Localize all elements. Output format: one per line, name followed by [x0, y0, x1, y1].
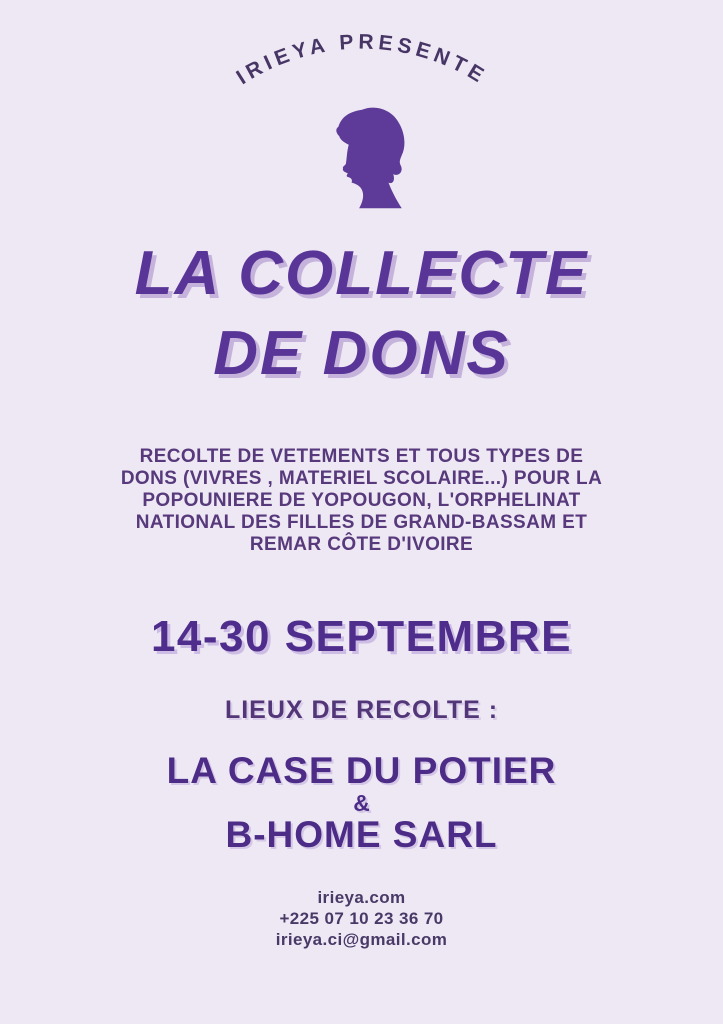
website-text: irieya.com: [317, 888, 406, 907]
date-range: 14-30 SEPTEMBRE: [150, 612, 573, 661]
location-1: LA CASE DU POTIER: [166, 750, 557, 791]
title-line-1: LA COLLECTE: [134, 239, 589, 308]
location-2: B-HOME SARL: [225, 814, 498, 855]
locations-heading: LIEUX DE RECOLTE :: [224, 696, 499, 724]
phone-text: +225 07 10 23 36 70: [279, 909, 444, 928]
locations-block: [0, 751, 723, 855]
presenter-label: IRIEYA PRESENTE: [232, 30, 491, 90]
title-line-2: DE DONS: [213, 319, 510, 388]
arc-text-svg: [192, 30, 532, 106]
poster-title: [0, 234, 723, 394]
presenter-arc-text: [192, 30, 532, 106]
email-text: irieya.ci@gmail.com: [275, 930, 448, 949]
locations-separator: &: [353, 790, 370, 816]
poster-description: RECOLTE DE VETEMENTS ET TOUS TYPES DE DONS (VIVRES , MATERIEL SCOLAIRE...) POUR LA POPOUNIERE DE YOPOUGON, L'ORPHELINAT NATIONAL DES FILLES DE GRAND-BASSAM ET REMAR CÔTE D'IVOIRE: [120, 446, 603, 555]
contact-footer: [0, 887, 723, 950]
svg-text:IRIEYA PRESENTE: [232, 30, 491, 89]
woman-profile-silhouette-icon: [307, 106, 417, 212]
